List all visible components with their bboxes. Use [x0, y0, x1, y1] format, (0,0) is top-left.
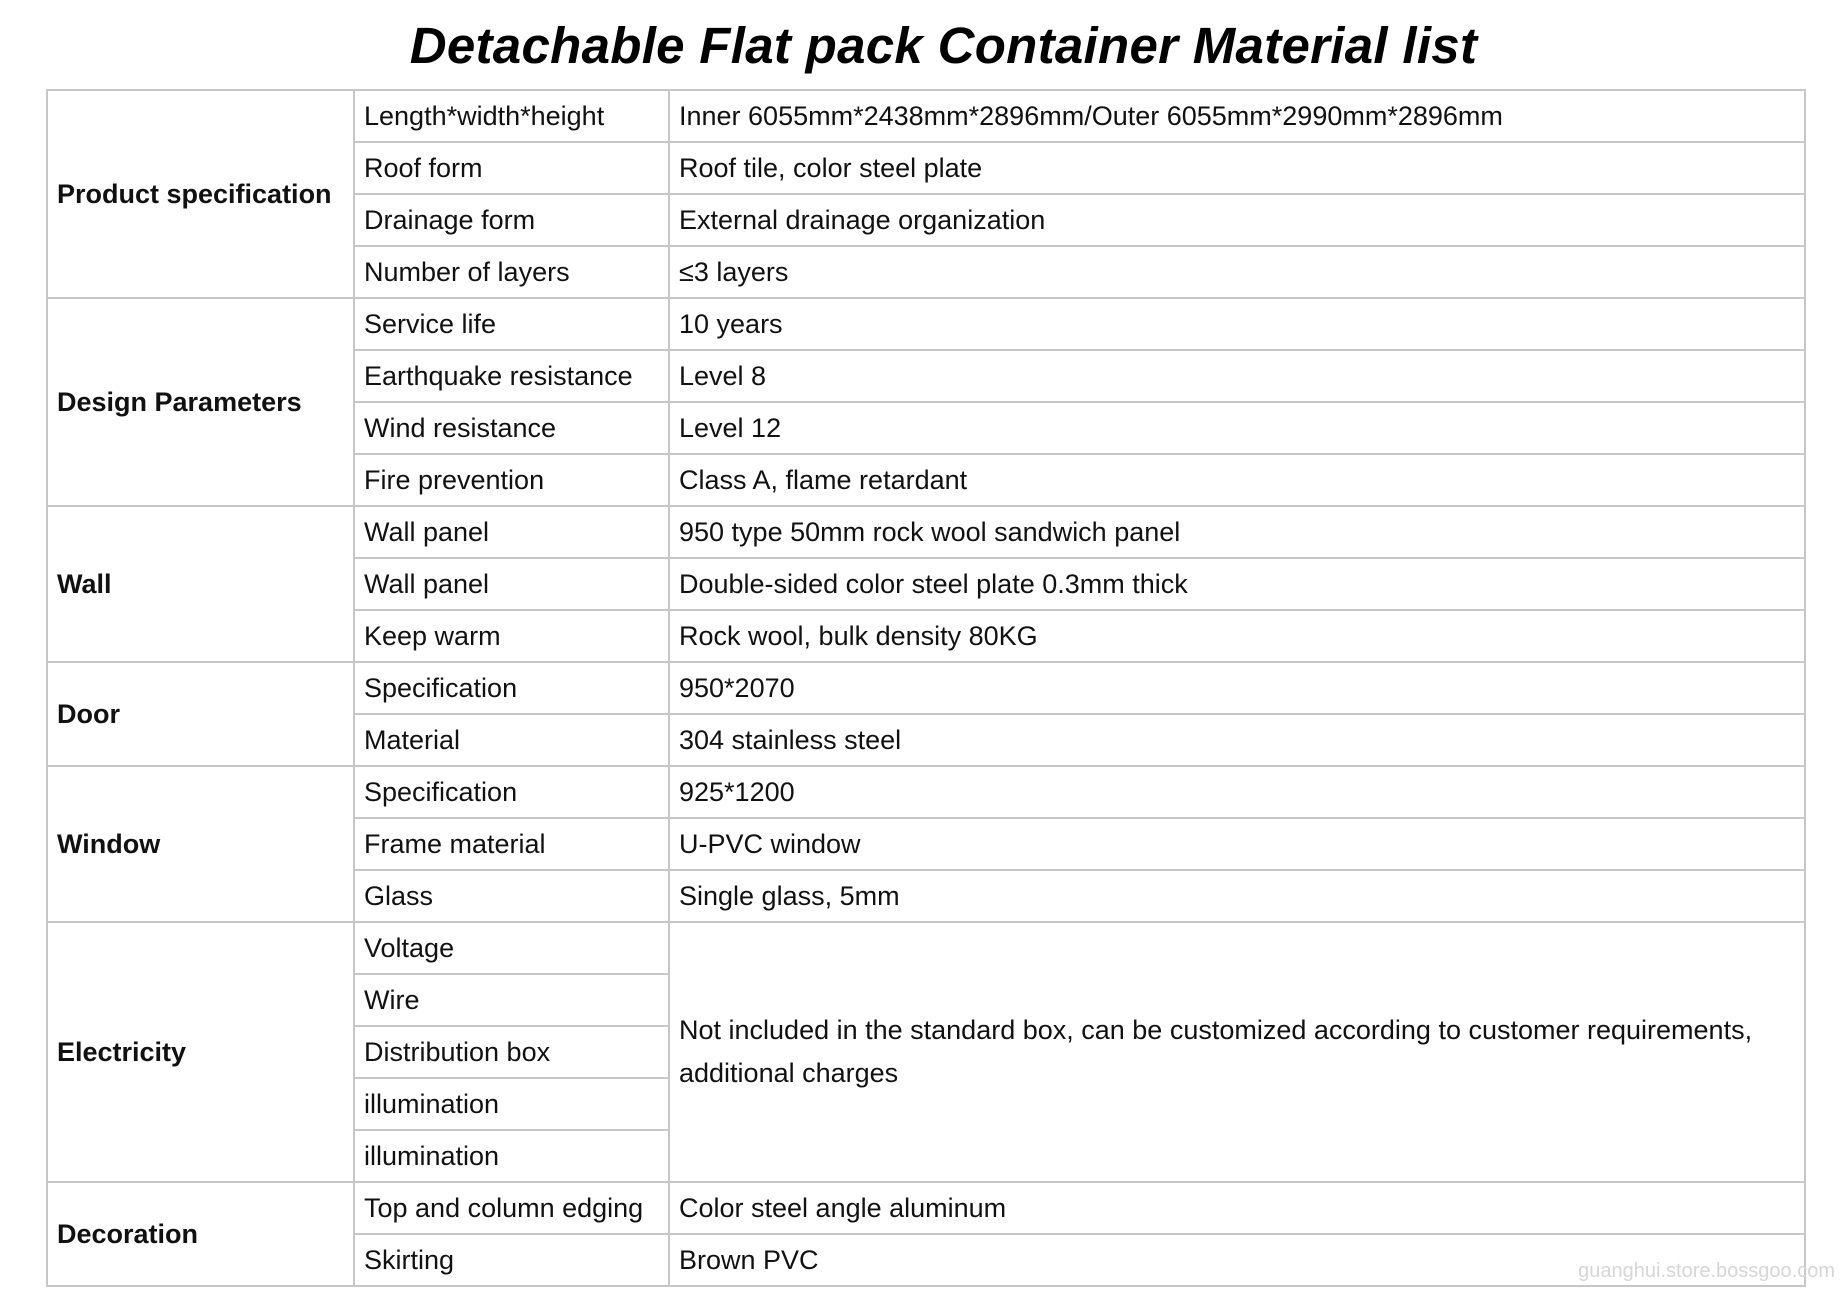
value-cell: Rock wool, bulk density 80KG: [669, 610, 1805, 662]
item-cell: Glass: [354, 870, 669, 922]
value-cell: Level 8: [669, 350, 1805, 402]
group-label: Window: [47, 766, 354, 922]
value-cell: U-PVC window: [669, 818, 1805, 870]
value-cell: 950 type 50mm rock wool sandwich panel: [669, 506, 1805, 558]
table-row: [47, 506, 1805, 558]
value-cell: 10 years: [669, 298, 1805, 350]
value-cell: Roof tile, color steel plate: [669, 142, 1805, 194]
value-cell: Single glass, 5mm: [669, 870, 1805, 922]
item-cell: Wire: [354, 974, 669, 1026]
item-cell: Distribution box: [354, 1026, 669, 1078]
group-label: Design Parameters: [47, 298, 354, 506]
value-cell: Color steel angle aluminum: [669, 1182, 1805, 1234]
group-label: Wall: [47, 506, 354, 662]
group-label: Decoration: [47, 1182, 354, 1286]
item-cell: Wall panel: [354, 506, 669, 558]
table-body: [47, 90, 1805, 1286]
value-cell: Level 12: [669, 402, 1805, 454]
item-cell: Skirting: [354, 1234, 669, 1286]
item-cell: Drainage form: [354, 194, 669, 246]
table-row: [47, 90, 1805, 142]
value-cell: Class A, flame retardant: [669, 454, 1805, 506]
item-cell: Wind resistance: [354, 402, 669, 454]
group-label: Electricity: [47, 922, 354, 1182]
item-cell: Material: [354, 714, 669, 766]
item-cell: Frame material: [354, 818, 669, 870]
table-row: [47, 298, 1805, 350]
item-cell: illumination: [354, 1078, 669, 1130]
value-cell: 304 stainless steel: [669, 714, 1805, 766]
table-row: [47, 922, 1805, 974]
value-cell-merged: Not included in the standard box, can be customized according to customer requirements, additional charges: [669, 922, 1805, 1182]
value-cell: Inner 6055mm*2438mm*2896mm/Outer 6055mm*2990mm*2896mm: [669, 90, 1805, 142]
table-row: [47, 1182, 1805, 1234]
item-cell: Voltage: [354, 922, 669, 974]
value-cell: Brown PVC: [669, 1234, 1805, 1286]
material-list-table: [46, 89, 1806, 1287]
table-row: [47, 766, 1805, 818]
value-cell: ≤3 layers: [669, 246, 1805, 298]
item-cell: Length*width*height: [354, 90, 669, 142]
item-cell: Earthquake resistance: [354, 350, 669, 402]
watermark: guanghui.store.bossgoo.com: [1578, 1260, 1835, 1282]
item-cell: Top and column edging: [354, 1182, 669, 1234]
item-cell: Specification: [354, 662, 669, 714]
item-cell: Fire prevention: [354, 454, 669, 506]
item-cell: Keep warm: [354, 610, 669, 662]
value-cell: 925*1200: [669, 766, 1805, 818]
item-cell: Wall panel: [354, 558, 669, 610]
group-label: Door: [47, 662, 354, 766]
group-label: Product specification: [47, 90, 354, 298]
value-cell: 950*2070: [669, 662, 1805, 714]
item-cell: Roof form: [354, 142, 669, 194]
table-row: [47, 662, 1805, 714]
item-cell: Specification: [354, 766, 669, 818]
item-cell: Number of layers: [354, 246, 669, 298]
value-cell: Double-sided color steel plate 0.3mm thick: [669, 558, 1805, 610]
value-cell: External drainage organization: [669, 194, 1805, 246]
item-cell: Service life: [354, 298, 669, 350]
item-cell: illumination: [354, 1130, 669, 1182]
page-title: Detachable Flat pack Container Material list: [409, 17, 1478, 74]
